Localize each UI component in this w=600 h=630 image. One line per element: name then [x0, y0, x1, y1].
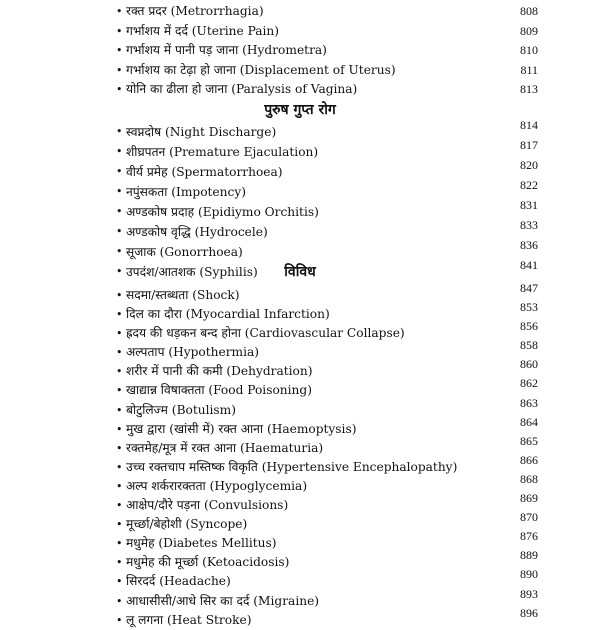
toc-entry-title: गर्भाशय का टेढ़ा हो जाना (Displacement of Uterus): [126, 62, 396, 77]
bullet-icon: •: [116, 83, 123, 96]
toc-entry: [0, 218, 600, 242]
toc-entry-title: आधासीसी/आधे सिर का दर्द (Migraine): [126, 593, 320, 608]
section-miscellaneous: [0, 281, 600, 630]
bullet-icon: •: [116, 556, 123, 570]
toc-entry-title: मुख द्वारा (खांसी में) रक्त आना (Haemoptysis): [126, 421, 357, 436]
toc-entry: [0, 138, 600, 162]
bullet-icon: •: [116, 613, 123, 627]
toc-entry: [0, 178, 600, 202]
toc-entry-page-number: 809: [520, 23, 538, 38]
toc-entry-title: खाद्यान्न विषाक्तता (Food Poisoning): [126, 383, 312, 398]
toc-entry: [0, 414, 600, 439]
bullet-icon: •: [116, 327, 123, 341]
bullet-icon: •: [116, 308, 123, 322]
bullet-icon: •: [116, 205, 123, 218]
toc-entry: [0, 433, 600, 458]
bullet-icon: •: [116, 185, 123, 198]
toc-entry: [0, 41, 600, 61]
toc-entry-title: दिल का दौरा (Myocardial Infarction): [126, 307, 330, 322]
toc-entry: [0, 22, 600, 42]
toc-entry-title: सूजाक (Gonorrhoea): [126, 245, 243, 259]
toc-entry: [0, 471, 600, 496]
toc-entry-page-number: 841: [520, 258, 538, 272]
toc-entry-page-number: 822: [520, 178, 538, 192]
toc-entry-page-number: 876: [520, 529, 538, 544]
toc-entry: [0, 510, 600, 534]
toc-entry-page-number: 893: [520, 586, 538, 601]
toc-entry: [0, 529, 600, 553]
bullet-icon: •: [116, 5, 123, 18]
toc-entry-page-number: 836: [520, 238, 538, 252]
toc-entry-title: उपदंश/आतशक (Syphilis): [126, 265, 258, 279]
toc-entry-page-number: 869: [520, 491, 538, 506]
bullet-icon: •: [116, 265, 123, 278]
toc-entry-title: अल्पताप (Hypothermia): [126, 345, 260, 360]
toc-entry: [0, 198, 600, 222]
bullet-icon: •: [116, 145, 123, 158]
toc-entry-page-number: 831: [520, 198, 538, 212]
toc-entry-title: मधुमेह की मूर्च्छा (Ketoacidosis): [126, 555, 290, 570]
toc-entry: [0, 548, 600, 572]
toc-entry-page-number: 813: [520, 82, 538, 96]
toc-entry: [0, 281, 600, 305]
toc-entry-page-number: 863: [520, 395, 538, 410]
toc-entry-page-number: 870: [520, 510, 538, 525]
toc-entry: [0, 605, 600, 630]
toc-entry-page-number: 856: [520, 319, 538, 334]
toc-entry-title: उच्च रक्तचाप मस्तिष्क विकृति (Hypertensive Encephalopathy): [126, 459, 458, 474]
toc-entry-title: लू लगना (Heat Stroke): [126, 612, 252, 627]
toc-entry: [0, 61, 600, 81]
toc-entry-title: सदमा/स्तब्धता (Shock): [126, 288, 240, 302]
toc-entry-page-number: 868: [520, 471, 538, 486]
section-female-genital-diseases: [0, 2, 600, 100]
toc-entry-page-number: 889: [520, 548, 538, 563]
toc-entry-page-number: 820: [520, 158, 538, 172]
toc-entry-page-number: 808: [520, 4, 538, 18]
toc-entry-page-number: 860: [520, 357, 538, 372]
bullet-icon: •: [116, 125, 123, 138]
bullet-icon: •: [116, 24, 123, 38]
bullet-icon: •: [116, 518, 123, 532]
toc-entry-page-number: 866: [520, 452, 538, 467]
bullet-icon: •: [116, 499, 123, 513]
bullet-icon: •: [116, 594, 123, 608]
toc-entry: [0, 452, 600, 477]
toc-entry-page-number: 814: [520, 118, 538, 132]
toc-entry-title: स्वप्नदोष (Night Discharge): [126, 125, 277, 139]
toc-entry-title: मधुमेह (Diabetes Mellitus): [126, 536, 277, 551]
toc-entry-page-number: 833: [520, 218, 538, 232]
toc-entry: [0, 238, 600, 262]
bullet-icon: •: [116, 346, 123, 360]
bullet-icon: •: [116, 460, 123, 474]
toc-entry: [0, 376, 600, 400]
toc-entry-page-number: 896: [520, 605, 538, 620]
section-heading-miscellaneous: विविध: [284, 264, 316, 280]
section-heading-male-genital-diseases: पुरुष गुप्त रोग: [264, 102, 336, 118]
toc-entry-title: गर्भाशय में दर्द (Uterine Pain): [126, 23, 280, 38]
bullet-icon: •: [116, 245, 123, 258]
section-male-genital-diseases: [0, 118, 600, 282]
toc-entry: [0, 80, 600, 100]
toc-entry-title: अण्डकोष प्रदाह (Epidiymo Orchitis): [126, 205, 319, 219]
bullet-icon: •: [116, 165, 123, 178]
toc-entry-title: गर्भाशय में पानी पड़ जाना (Hydrometra): [126, 43, 327, 57]
toc-entry-title: नपुंसकता (Impotency): [126, 185, 246, 199]
toc-entry-title: अल्प शर्करारक्तता (Hypoglycemia): [126, 478, 308, 493]
toc-entry-page-number: 858: [520, 338, 538, 353]
toc-entry-page-number: 811: [520, 62, 538, 77]
bullet-icon: •: [116, 225, 123, 238]
toc-entry-page-number: 810: [520, 43, 538, 57]
toc-entry-title: शरीर में पानी की कमी (Dehydration): [126, 364, 313, 379]
toc-entry: [0, 567, 600, 591]
toc-entry-page-number: 890: [520, 567, 538, 582]
toc-entry-title: आक्षेप/दौरे पड़ना (Convulsions): [126, 498, 289, 513]
toc-entry-page-number: 864: [520, 414, 538, 429]
toc-entry: [0, 2, 600, 22]
bullet-icon: •: [116, 63, 123, 77]
toc-entry: [0, 319, 600, 343]
toc-entry-title: रक्त प्रदर (Metrorrhagia): [126, 4, 264, 18]
toc-entry-page-number: 865: [520, 433, 538, 448]
toc-entry: [0, 395, 600, 420]
toc-entry-title: योनि का ढीला हो जाना (Paralysis of Vagina): [126, 82, 358, 96]
toc-entry-title: सिरदर्द (Headache): [126, 574, 231, 589]
toc-entry-page-number: 853: [520, 300, 538, 315]
toc-entry-title: मूर्च्छा/बेहोशी (Syncope): [126, 517, 248, 532]
toc-entry-title: रक्तमेह/मूत्र में रक्त आना (Haematuria): [126, 440, 324, 455]
toc-entry: [0, 586, 600, 611]
bullet-icon: •: [116, 479, 123, 493]
toc-entry: [0, 357, 600, 381]
bullet-icon: •: [116, 537, 123, 551]
bullet-icon: •: [116, 365, 123, 379]
toc-entry-title: अण्डकोष वृद्धि (Hydrocele): [126, 225, 268, 239]
toc-entry: [0, 118, 600, 142]
bullet-icon: •: [116, 403, 123, 417]
bullet-icon: •: [116, 441, 123, 455]
toc-entry: [0, 491, 600, 515]
toc-entry-page-number: 862: [520, 376, 538, 391]
bullet-icon: •: [116, 384, 123, 398]
toc-entry: [0, 300, 600, 324]
toc-entry-page-number: 847: [520, 281, 538, 295]
toc-entry-title: ह्रदय की धड़कन बन्द होना (Cardiovascular Collapse): [126, 326, 405, 341]
bullet-icon: •: [116, 575, 123, 589]
toc-entry: [0, 338, 600, 362]
toc-entry: [0, 158, 600, 182]
bullet-icon: •: [116, 422, 123, 436]
toc-entry-title: शीघ्रपतन (Premature Ejaculation): [126, 145, 319, 159]
toc-entry-title: वीर्य प्रमेह (Spermatorrhoea): [126, 165, 283, 179]
toc-entry-page-number: 817: [520, 138, 538, 152]
toc-entry-title: बोटुलिज्म (Botulism): [126, 402, 236, 417]
bullet-icon: •: [116, 44, 123, 57]
bullet-icon: •: [116, 289, 123, 302]
